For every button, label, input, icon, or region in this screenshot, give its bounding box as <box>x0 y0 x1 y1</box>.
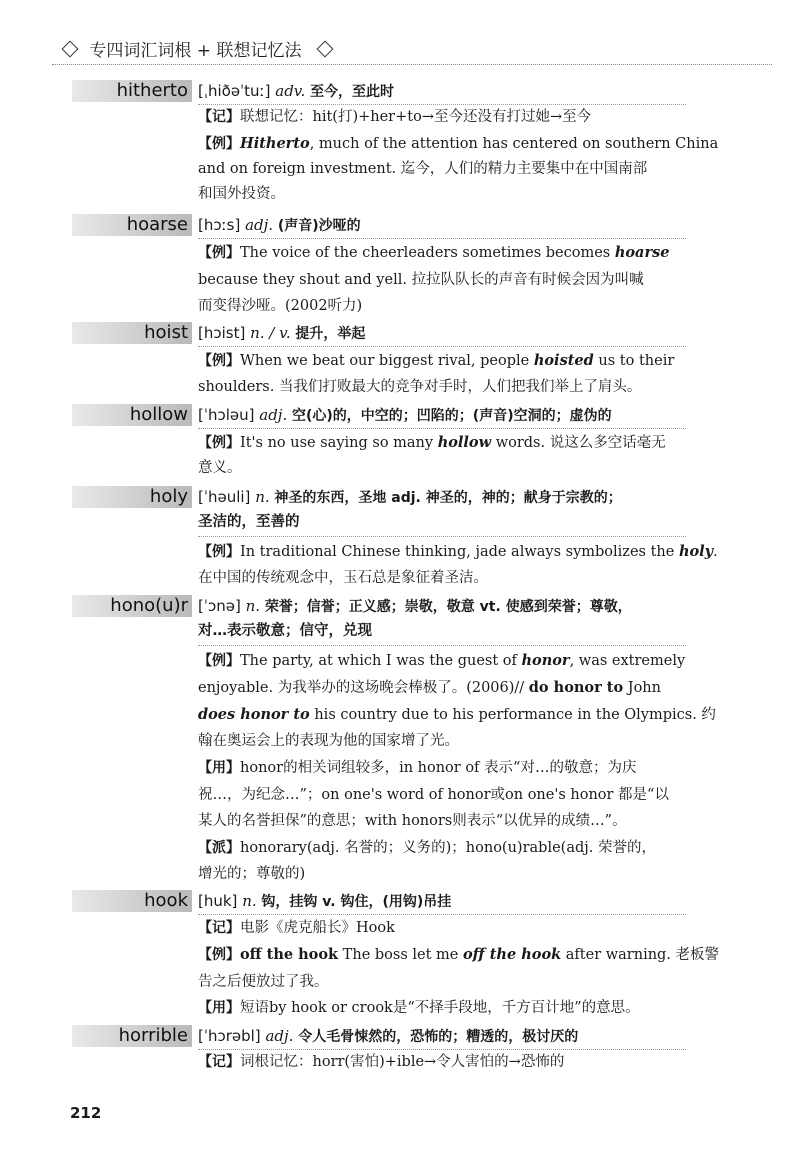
phonetic: [ˈhɔrəbl] <box>198 1027 261 1045</box>
part-of-speech: n. / v. <box>250 324 291 342</box>
text: 对…表示敬意；信守，兑现 <box>198 623 372 639</box>
text: 祝…，为纪念…”；on one's word of honor或on one's honor 都是“以 <box>198 787 669 803</box>
text: 短语by hook or crook是“不择手段地，千方百计地”的意思。 <box>240 1000 640 1016</box>
text: 增光的；尊敬的) <box>198 866 306 882</box>
line <box>198 838 686 858</box>
text: after warning. 老板警 <box>561 947 720 963</box>
divider <box>198 645 686 646</box>
tag-usage: 【用】 <box>198 760 240 776</box>
divider <box>198 536 686 537</box>
part-of-speech: n. <box>255 488 270 506</box>
headword: hoist <box>72 322 192 344</box>
line <box>198 998 686 1018</box>
line <box>198 621 686 641</box>
text: It's no use saying so many <box>240 435 438 451</box>
line <box>198 811 686 831</box>
keyword: hoisted <box>533 352 594 369</box>
text: 意义。 <box>198 460 242 476</box>
text: 而变得沙哑。(2002听力) <box>198 298 363 314</box>
head-line <box>198 322 365 345</box>
tag-example: 【例】 <box>198 353 240 369</box>
tag-example: 【例】 <box>198 435 240 451</box>
line <box>198 243 686 263</box>
text: John <box>623 680 661 696</box>
line <box>198 351 686 371</box>
text: us to their <box>593 353 675 369</box>
head-line <box>198 404 612 427</box>
phonetic: [ˈhɔləu] <box>198 406 255 424</box>
text: 翰在奥运会上的表现为他的国家增了光。 <box>198 733 459 749</box>
line <box>198 705 716 725</box>
definition: 令人毛骨悚然的，恐怖的；糟透的，极讨厌的 <box>298 1029 579 1045</box>
phrase: do honor to <box>528 679 624 696</box>
divider <box>198 104 686 105</box>
text: because they shout and yell. 拉拉队队长的声音有时候会因为叫喊 <box>198 272 644 288</box>
headword: hollow <box>72 404 192 426</box>
text: 在中国的传统观念中，玉石总是象征着圣洁。 <box>198 570 488 586</box>
line <box>198 296 686 316</box>
definition: 荣誉；信誉；正义感；崇敬，敬意 vt. 使感到荣誉；尊敬， <box>264 599 632 615</box>
line <box>198 864 686 884</box>
line <box>198 972 686 992</box>
part-of-speech: adj. <box>265 1027 294 1045</box>
keyword: honor <box>521 652 570 669</box>
line <box>198 107 686 127</box>
text: and on foreign investment. 迄今，人们的精力主要集中在中国南部 <box>198 161 648 177</box>
header-rule <box>52 64 772 65</box>
text: 和国外投资。 <box>198 186 285 202</box>
head-line <box>198 595 632 618</box>
headword: hitherto <box>72 80 192 102</box>
line <box>198 542 718 562</box>
text: 词根记忆：horr(害怕)+ible→令人害怕的→恐怖的 <box>240 1054 565 1070</box>
definition: 神圣的东西，圣地 adj. 神圣的，神的；献身于宗教的； <box>274 490 622 506</box>
text: 圣洁的，至善的 <box>198 514 300 530</box>
text: When we beat our biggest rival, people <box>240 353 534 369</box>
head-line <box>198 486 622 509</box>
keyword: hoarse <box>614 244 670 261</box>
line <box>198 184 686 204</box>
tag-example: 【例】 <box>198 245 240 261</box>
keyword: off the hook <box>463 946 562 963</box>
keyword: holy <box>678 543 714 560</box>
tag-mnemonic: 【记】 <box>198 1054 240 1070</box>
line <box>198 159 686 179</box>
page-header <box>52 36 772 64</box>
line <box>198 270 686 290</box>
page-number: 212 <box>70 1104 102 1122</box>
line <box>198 785 686 805</box>
line <box>198 512 686 532</box>
tag-example: 【例】 <box>198 544 240 560</box>
part-of-speech: n. <box>242 892 257 910</box>
text: honor的相关词组较多，in honor of 表示“对…的敬意；为庆 <box>240 760 637 776</box>
diamond-icon <box>62 41 79 58</box>
definition: 钩，挂钩 v. 钩住，(用钩)吊挂 <box>261 894 452 910</box>
phonetic: [ˌhiðəˈtuː] <box>198 82 271 100</box>
phonetic: [hɔːs] <box>198 216 241 234</box>
phonetic: [ˈhəuli] <box>198 488 251 506</box>
part-of-speech: adj. <box>259 406 288 424</box>
text: 电影《虎克船长》Hook <box>240 920 395 936</box>
tag-mnemonic: 【记】 <box>198 920 240 936</box>
text: his country due to his performance in the Olympics. 约 <box>309 707 716 723</box>
headword: hook <box>72 890 192 912</box>
divider <box>198 914 686 915</box>
text: shoulders. 当我们打败最大的竞争对手时，人们把我们举上了肩头。 <box>198 379 642 395</box>
text: . <box>713 544 718 560</box>
line <box>198 377 686 397</box>
text: 告之后便放过了我。 <box>198 974 329 990</box>
line <box>198 651 686 671</box>
part-of-speech: adj. <box>245 216 274 234</box>
text: honorary(adj. 名誉的；义务的)；hono(u)rable(adj. 荣誉的， <box>240 840 656 856</box>
line <box>198 134 719 154</box>
line <box>198 433 686 453</box>
divider <box>198 428 686 429</box>
definition: (声音)沙哑的 <box>277 218 361 234</box>
text: The voice of the cheerleaders sometimes becomes <box>240 245 615 261</box>
keyword: hollow <box>437 434 492 451</box>
headword: hoarse <box>72 214 192 236</box>
text: 某人的名誉担保”的意思；with honors则表示“以优异的成绩…”。 <box>198 813 627 829</box>
definition: 至今，至此时 <box>310 84 395 100</box>
line <box>198 731 686 751</box>
head-line <box>198 80 394 103</box>
line <box>198 758 686 778</box>
head-line <box>198 1025 578 1048</box>
head-line <box>198 890 451 913</box>
divider <box>198 1049 686 1050</box>
text: 联想记忆：hit(打)+her+to→至今还没有打过她→至今 <box>240 109 592 125</box>
phonetic: [huk] <box>198 892 238 910</box>
line <box>198 918 686 938</box>
line <box>198 678 686 698</box>
headword: hono(u)r <box>72 595 192 617</box>
header-title: 专四词汇词根 + 联想记忆法 <box>89 41 302 61</box>
line <box>198 1052 686 1072</box>
tag-example: 【例】 <box>198 947 240 963</box>
text: The boss let me <box>338 947 463 963</box>
tag-example: 【例】 <box>198 136 240 152</box>
tag-usage: 【用】 <box>198 1000 240 1016</box>
keyword: Hitherto <box>240 135 310 152</box>
definition: 提升，举起 <box>295 326 366 342</box>
line <box>198 945 720 965</box>
text: The party, at which I was the guest of <box>240 653 522 669</box>
headword: holy <box>72 486 192 508</box>
phonetic: [ˈɔnə] <box>198 597 241 615</box>
phrase: off the hook <box>240 946 339 963</box>
tag-example: 【例】 <box>198 653 240 669</box>
part-of-speech: n. <box>245 597 261 615</box>
text: In traditional Chinese thinking, jade always symbolizes the <box>240 544 679 560</box>
keyword: does honor to <box>198 706 310 723</box>
phonetic: [hɔist] <box>198 324 246 342</box>
part-of-speech: adv. <box>275 82 306 100</box>
tag-mnemonic: 【记】 <box>198 109 240 125</box>
headword: horrible <box>72 1025 192 1047</box>
tag-derivative: 【派】 <box>198 840 240 856</box>
text: , was extremely <box>569 653 686 669</box>
line <box>198 568 686 588</box>
text: enjoyable. 为我举办的这场晚会棒极了。(2006)// <box>198 680 529 696</box>
definition: 空(心)的，中空的；凹陷的；(声音)空洞的；虚伪的 <box>292 408 612 424</box>
text: words. 说这么多空话毫无 <box>491 435 666 451</box>
divider <box>198 346 686 347</box>
divider <box>198 238 686 239</box>
diamond-icon <box>316 41 333 58</box>
line <box>198 458 686 478</box>
head-line <box>198 214 361 237</box>
text: , much of the attention has centered on southern China <box>309 136 719 152</box>
